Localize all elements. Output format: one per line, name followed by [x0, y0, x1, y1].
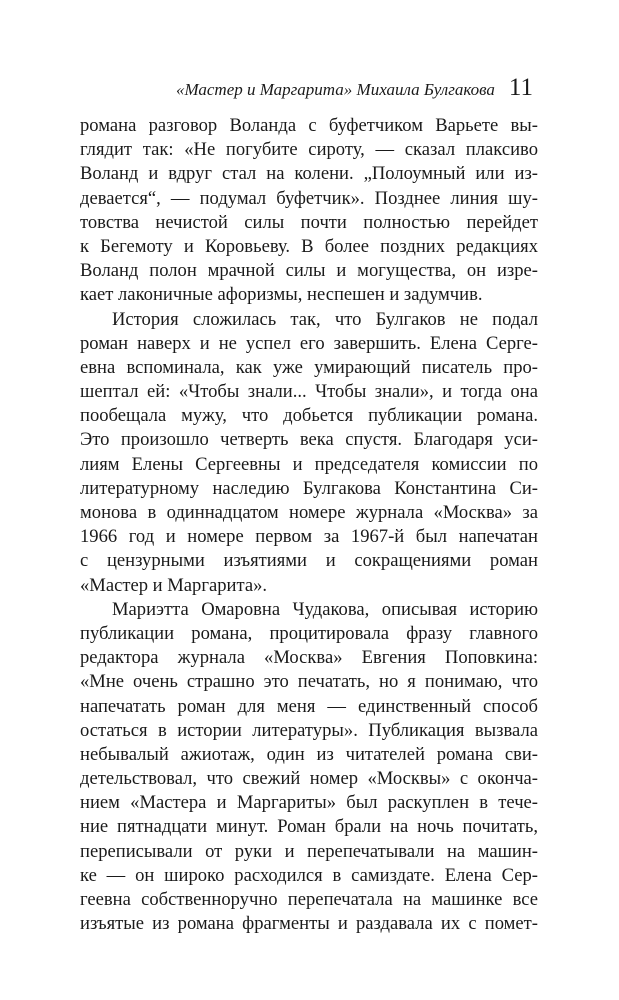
text-line: лиям Елены Сергеевны и председателя комиссии по — [80, 453, 538, 475]
text-line: Это произошло четверть века спустя. Благодаря уси- — [80, 429, 538, 451]
text-line: «Мастер и Маргарита». — [80, 574, 268, 596]
text-line: с цензурными изъятиями и сокращениями роман — [80, 550, 538, 572]
text-line: детельствовал, что свежий номер «Москвы» с оконча- — [80, 768, 538, 790]
paragraph — [80, 114, 538, 308]
text-line: монова в одиннадцатом номере журнала «Москва» за — [80, 502, 538, 523]
text-line: роман наверх и не успел его завершить. Елена Серге- — [80, 332, 538, 354]
text-line: глядит так: «Не погубите сироту, — сказал плаксиво — [80, 139, 538, 161]
text-line: переписывали от руки и перепечатывали на машин- — [80, 840, 538, 862]
text-line: изъятые из романа фрагменты и раздавала их с помет- — [80, 913, 538, 935]
text-line: ке — он широко расходился в самиздате. Елена Сер- — [80, 864, 538, 886]
running-header — [78, 74, 533, 104]
text-line: напечатать роман для меня — единственный способ — [80, 695, 538, 717]
body-text — [80, 114, 538, 936]
text-line: Воланд полон мрачной силы и могущества, он изре- — [80, 260, 538, 282]
text-line: Воланд и вдруг стал на колени. „Полоумный или из- — [80, 163, 538, 185]
text-line: романа разговор Воланда с буфетчиком Варьете вы- — [80, 115, 538, 136]
text-line: «Мне очень страшно это печатать, но я понимаю, что — [80, 671, 538, 693]
text-line: остаться в истории литературы». Публикация вызвала — [80, 719, 538, 741]
page-number: 11 — [508, 74, 533, 101]
text-line: История сложилась так, что Булгаков не подал — [112, 308, 538, 330]
text-line: геевна собственноручно перепечатала на машинке все — [80, 889, 538, 910]
text-line: редактора журнала «Москва» Евгения Поповкина: — [80, 647, 538, 669]
text-line: небывалый ажиотаж, один из читателей романа сви- — [80, 743, 538, 765]
text-line: публикации романа, процитировала фразу главного — [80, 622, 538, 644]
text-line: ние пятнадцати минут. Роман брали на ночь почитать, — [80, 816, 538, 838]
text-line: литературному наследию Булгакова Константина Си- — [80, 477, 538, 499]
text-line: к Бегемоту и Коровьеву. В более поздних редакциях — [80, 235, 538, 257]
text-line: 1966 год и номере первом за 1967-й был напечатан — [80, 526, 538, 548]
text-line: Мариэтта Омаровна Чудакова, описывая историю — [112, 598, 538, 620]
text-line: товства нечистой силы почти полностью перейдет — [80, 211, 538, 233]
paragraph — [80, 308, 538, 598]
text-line: кает лаконичные афоризмы, неспешен и задумчив. — [80, 284, 483, 306]
text-line: шептал ей: «Чтобы знали... Чтобы знали», и тогда она — [80, 381, 538, 403]
text-line: девается“, — подумал буфетчик». Позднее линия шу- — [80, 187, 538, 209]
text-line: пообещала мужу, что добьется публикации романа. — [80, 405, 538, 427]
paragraph — [80, 598, 538, 937]
text-line: евна вспоминала, как уже умирающий писатель про- — [80, 356, 538, 378]
text-line: нием «Мастера и Маргариты» был раскуплен в тече- — [80, 792, 538, 814]
running-header-title: «Мастер и Маргарита» Михаила Булгакова — [175, 80, 495, 99]
